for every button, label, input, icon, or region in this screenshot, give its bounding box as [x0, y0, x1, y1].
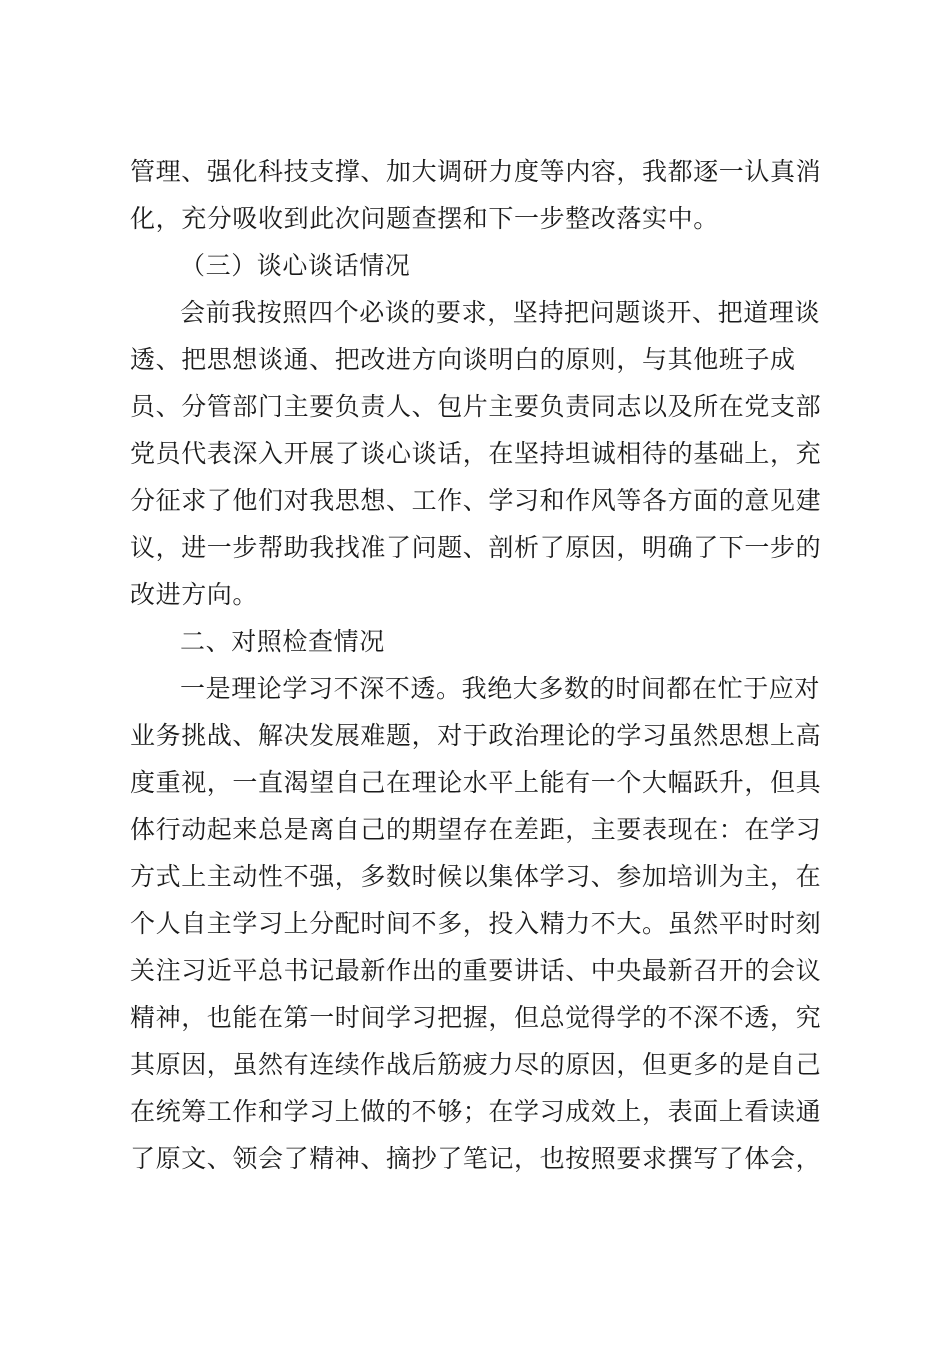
- paragraph-line: 党员代表深入开展了谈心谈话，在坚持坦诚相待的基础上，充: [130, 439, 822, 468]
- paragraph-line: 透、把思想谈通、把改进方向谈明白的原则，与其他班子成: [130, 345, 796, 374]
- section-heading: 二、对照检查情况: [180, 627, 385, 656]
- paragraph-line: 关注习近平总书记最新作出的重要讲话、中央最新召开的会议: [130, 956, 822, 985]
- paragraph-line: 化，充分吸收到此次问题查摆和下一步整改落实中。: [130, 204, 719, 233]
- paragraph-line: 了原文、领会了精神、摘抄了笔记，也按照要求撰写了体会，: [130, 1144, 822, 1173]
- paragraph-line: 议，进一步帮助我找准了问题、剖析了原因，明确了下一步的: [130, 533, 822, 562]
- paragraph-line: 管理、强化科技支撑、加大调研力度等内容，我都逐一认真消: [130, 157, 822, 186]
- paragraph-line: 个人自主学习上分配时间不多，投入精力不大。虽然平时时刻: [130, 909, 822, 938]
- paragraph-line: 会前我按照四个必谈的要求，坚持把问题谈开、把道理谈: [180, 298, 821, 327]
- paragraph-line: 体行动起来总是离自己的期望存在差距，主要表现在：在学习: [130, 815, 822, 844]
- section-heading: （三）谈心谈话情况: [180, 251, 411, 280]
- paragraph-line: 一是理论学习不深不透。我绝大多数的时间都在忙于应对: [180, 674, 821, 703]
- paragraph-line: 员、分管部门主要负责人、包片主要负责同志以及所在党支部: [130, 392, 822, 421]
- paragraph-line: 分征求了他们对我思想、工作、学习和作风等各方面的意见建: [130, 486, 822, 515]
- paragraph-line: 精神，也能在第一时间学习把握，但总觉得学的不深不透，究: [130, 1003, 822, 1032]
- paragraph-line: 改进方向。: [130, 580, 259, 609]
- paragraph-line: 其原因，虽然有连续作战后筋疲力尽的原因，但更多的是自己: [130, 1050, 822, 1079]
- paragraph-line: 方式上主动性不强，多数时候以集体学习、参加培训为主，在: [130, 862, 822, 891]
- paragraph-line: 在统筹工作和学习上做的不够；在学习成效上，表面上看读通: [130, 1097, 822, 1126]
- paragraph-line: 度重视，一直渴望自己在理论水平上能有一个大幅跃升，但具: [130, 768, 822, 797]
- paragraph-line: 业务挑战、解决发展难题，对于政治理论的学习虽然思想上高: [130, 721, 822, 750]
